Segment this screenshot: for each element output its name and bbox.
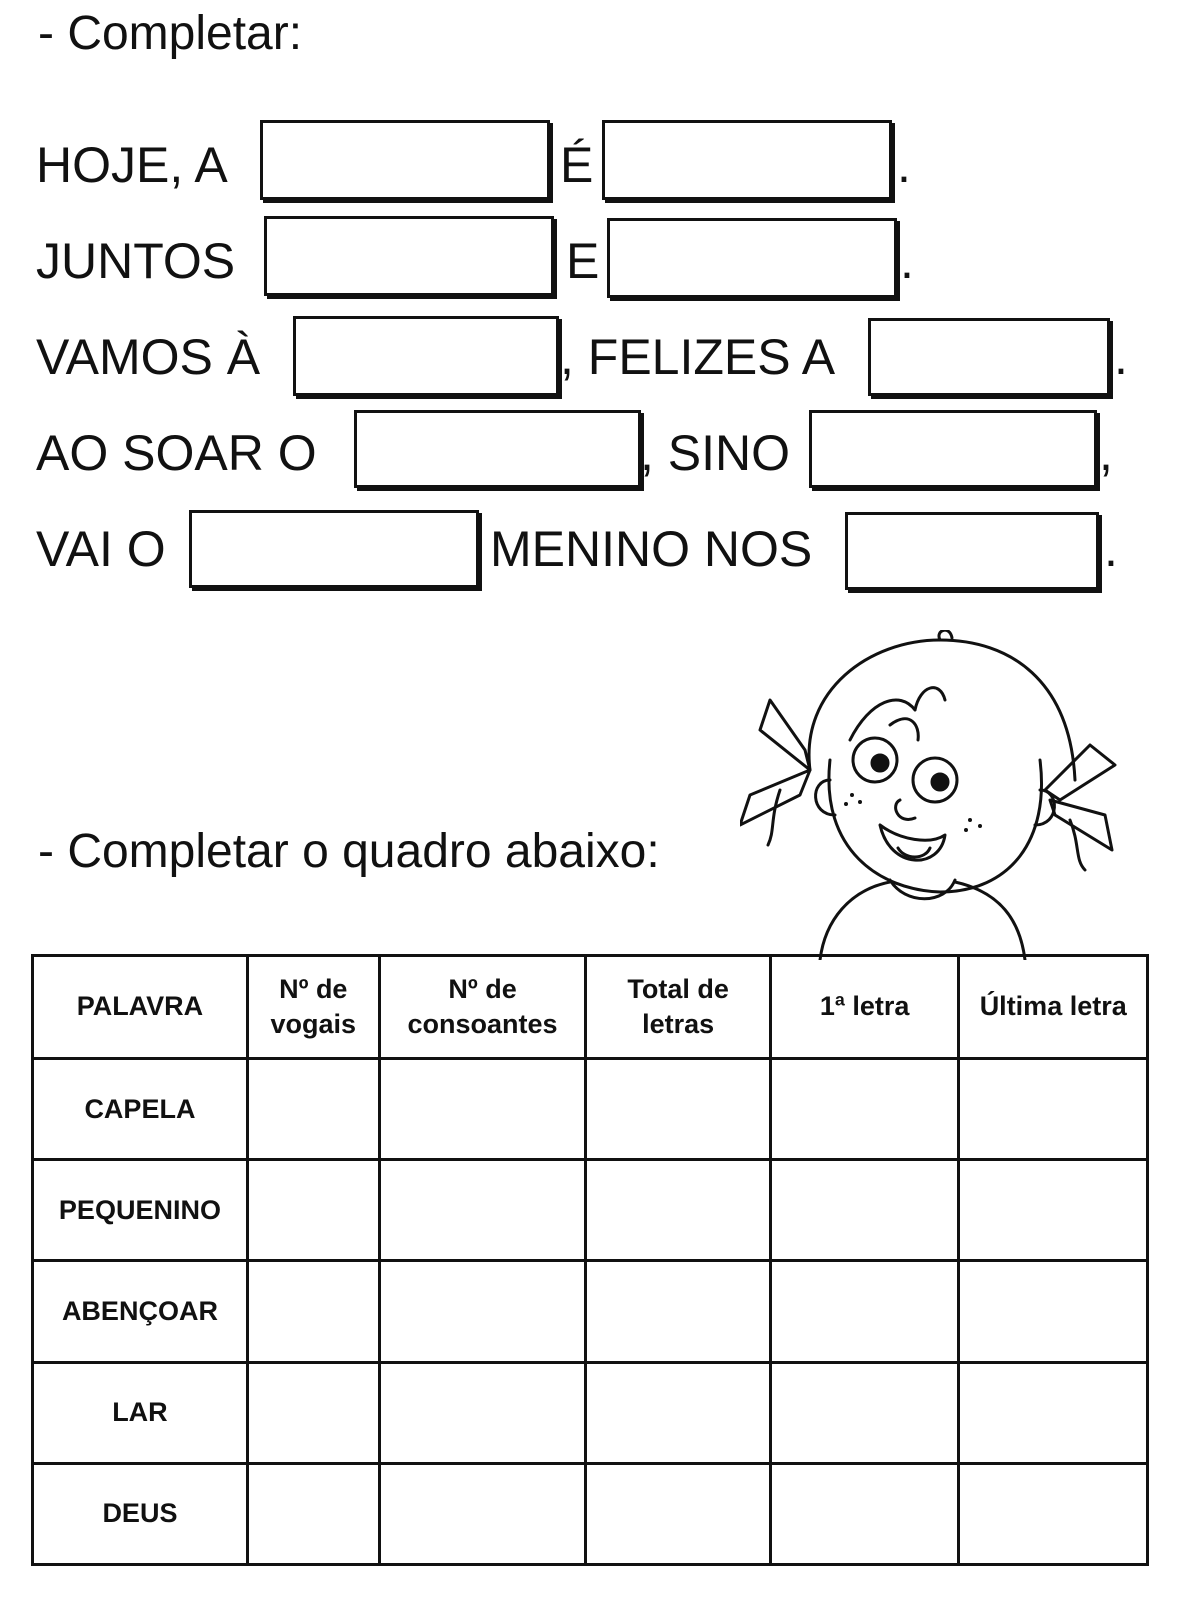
answer-cell[interactable] [379, 1160, 586, 1261]
answer-cell[interactable] [379, 1463, 586, 1564]
answer-cell[interactable] [379, 1362, 586, 1463]
line2-mid: E [566, 233, 600, 289]
line3-start: VAMOS À [36, 329, 261, 385]
answer-cell[interactable] [959, 1362, 1148, 1463]
answer-cell[interactable] [959, 1463, 1148, 1564]
line1-end: . [897, 137, 911, 193]
header-palavra: PALAVRA [33, 956, 248, 1059]
blank-box-2a[interactable] [264, 216, 554, 296]
blank-box-4b[interactable] [809, 410, 1097, 488]
table-row [33, 1160, 1148, 1261]
table-row [33, 1463, 1148, 1564]
row-word: CAPELA [33, 1059, 248, 1160]
line2-end: . [900, 233, 914, 289]
answer-cell[interactable] [959, 1261, 1148, 1362]
blank-box-2b[interactable] [607, 218, 897, 298]
answer-cell[interactable] [247, 1160, 379, 1261]
blank-box-5a[interactable] [189, 510, 479, 588]
word-table [31, 954, 1149, 1566]
answer-cell[interactable] [959, 1160, 1148, 1261]
line1-mid: É [560, 137, 594, 193]
girl-illustration [740, 630, 1160, 960]
line4-mid: , SINO [640, 425, 791, 481]
row-word: PEQUENINO [33, 1160, 248, 1261]
answer-cell[interactable] [247, 1362, 379, 1463]
line3-end: . [1114, 329, 1128, 385]
row-word: DEUS [33, 1463, 248, 1564]
blank-box-1b[interactable] [602, 120, 892, 200]
answer-cell[interactable] [247, 1059, 379, 1160]
answer-cell[interactable] [770, 1059, 959, 1160]
answer-cell[interactable] [586, 1463, 770, 1564]
line2-start: JUNTOS [36, 233, 236, 289]
header-total: Total de letras [586, 956, 770, 1059]
answer-cell[interactable] [770, 1463, 959, 1564]
table-row [33, 1362, 1148, 1463]
line5-end: . [1104, 521, 1118, 577]
exercise2-title: - Completar o quadro abaixo: [38, 825, 660, 878]
header-ultima: Última letra [959, 956, 1148, 1059]
row-word: LAR [33, 1362, 248, 1463]
blank-box-5b[interactable] [845, 512, 1099, 590]
blank-box-4a[interactable] [354, 410, 641, 488]
table-header-row [33, 956, 1148, 1059]
answer-cell[interactable] [586, 1261, 770, 1362]
line5-start: VAI O [36, 521, 166, 577]
line4-start: AO SOAR O [36, 425, 317, 481]
answer-cell[interactable] [586, 1059, 770, 1160]
header-vogais: Nº de vogais [247, 956, 379, 1059]
line3-mid: , FELIZES A [560, 329, 836, 385]
exercise1-title: - Completar: [38, 7, 303, 60]
answer-cell[interactable] [770, 1160, 959, 1261]
answer-cell[interactable] [247, 1463, 379, 1564]
answer-cell[interactable] [959, 1059, 1148, 1160]
answer-cell[interactable] [770, 1362, 959, 1463]
table-row [33, 1059, 1148, 1160]
line4-end: , [1099, 425, 1113, 481]
blank-box-3a[interactable] [293, 316, 559, 396]
header-consoantes: Nº de consoantes [379, 956, 586, 1059]
line1-start: HOJE, A [36, 137, 228, 193]
table-row [33, 1261, 1148, 1362]
blank-box-3b[interactable] [868, 318, 1110, 396]
line5-mid: MENINO NOS [490, 521, 813, 577]
blank-box-1a[interactable] [260, 120, 550, 200]
answer-cell[interactable] [770, 1261, 959, 1362]
answer-cell[interactable] [379, 1059, 586, 1160]
answer-cell[interactable] [247, 1261, 379, 1362]
header-primeira: 1ª letra [770, 956, 959, 1059]
answer-cell[interactable] [586, 1160, 770, 1261]
answer-cell[interactable] [379, 1261, 586, 1362]
row-word: ABENÇOAR [33, 1261, 248, 1362]
answer-cell[interactable] [586, 1362, 770, 1463]
